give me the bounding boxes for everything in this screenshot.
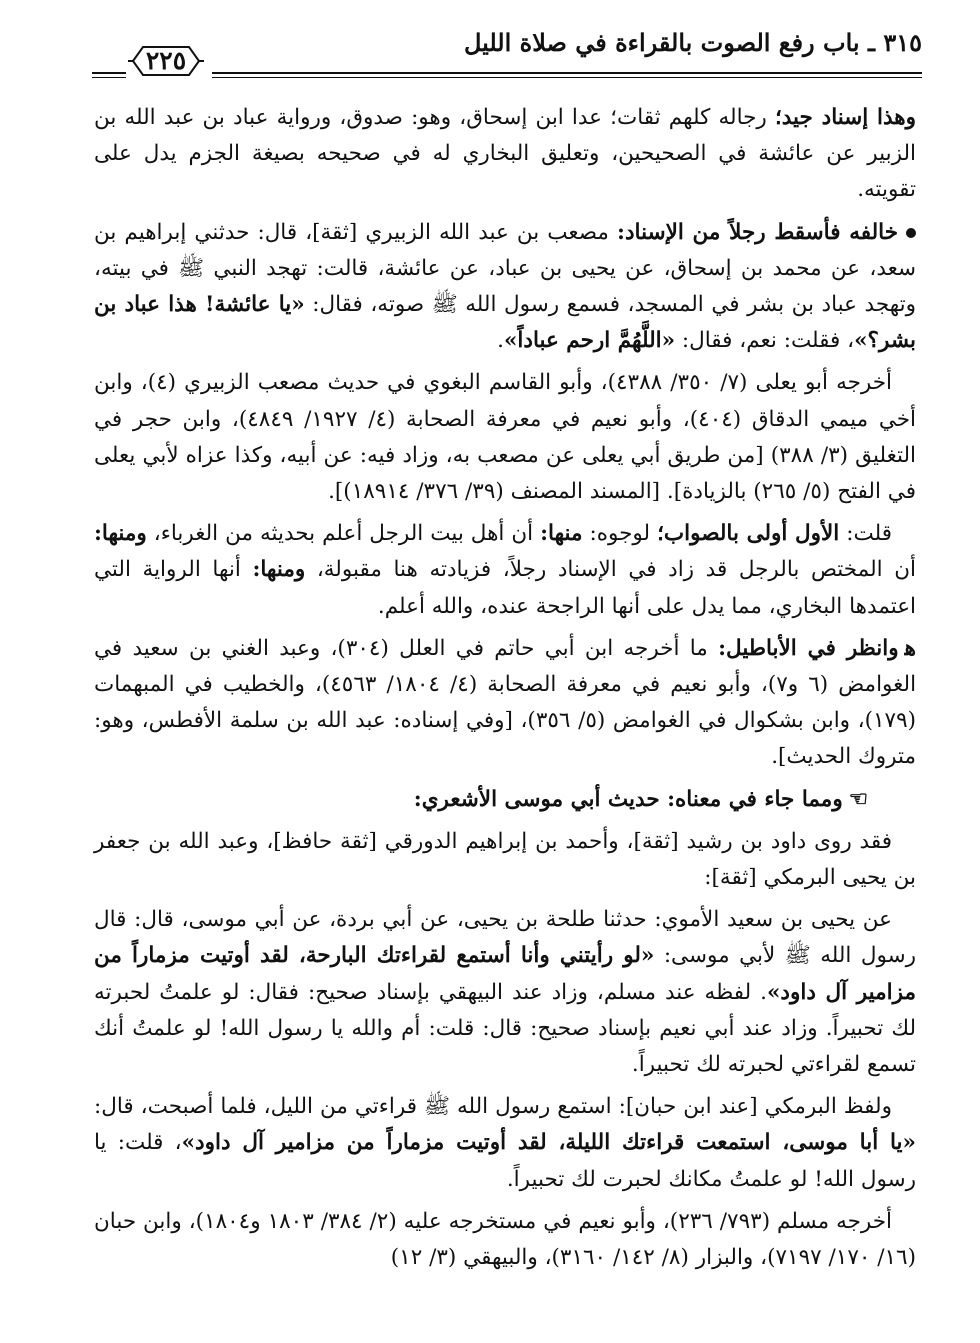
bold-phrase: خالفه فأسقط رجلاً من الإسناد:: [617, 219, 899, 245]
paragraph-takhrij: أخرجه أبو يعلى (٧/ ٣٥٠/ ٤٣٨٨)، وأبو القاسم البغوي في حديث مصعب الزبيري (٤)، وابن أخي ميمي الدقاق (٤٠٤)، وأبو نعيم في معرفة الصحابة (٤/ ١٩٢٧/ ٤٨٤٩)، وابن حجر في التغليق (٣/ ٣٨٨) [من طريق أبي يعلى عن مصعب به، وزاد فيه: عن أبيه، وكذا عزاه لأبي يعلى في الفتح (٥/ ٢٦٥) بالزيادة]. [المسند المصنف (٣٩/ ٣٧٦/ ١٨٩١٤)].: [94, 370, 917, 505]
paragraph-text: ، فقلت: نعم، فقال:: [675, 328, 855, 354]
bold-phrase: ومنها:: [94, 521, 147, 547]
paragraph-text: ، قلت: يا رسول الله! لو علمتُ مكانك لحبرت لك تحبيراً.: [94, 1130, 916, 1192]
bold-phrase: ومنها:: [252, 557, 306, 583]
header-rule-left-thin: [92, 77, 126, 78]
hadith-quote: «يا أبا موسى، استمعت قراءتك الليلة، لقد أوتيت مزماراً من مزامير آل داود»: [181, 1130, 916, 1156]
paragraph-narrators: فقد روى داود بن رشيد [ثقة]، وأحمد بن إبراهيم الدورقي [ثقة حافظ]، وعبد الله بن جعفر بن يحيى البرمكي [ثقة]:: [94, 828, 916, 891]
paragraph-text: أنها الرواية التي اعتمدها البخاري، مما يدل على أنها الراجحة عنده، والله أعلم.: [94, 557, 916, 619]
paragraph-sources: أخرجه مسلم (٧٩٣/ ٢٣٦)، وأبو نعيم في مستخرجه عليه (٢/ ٣٨٤/ ١٨٠٣ و١٨٠٤)، وابن حبان (١٦/ ١٧٠/ ٧١٩٧)، والبزار (٨/ ١٤٢/ ٣١٦٠)، والبيهقي (٣/ ١٢): [94, 1208, 916, 1271]
paragraph-text: لوجوه:: [582, 521, 658, 547]
paragraph-hadith-text: [94, 902, 916, 1083]
pointing-hand-icon: ☜: [848, 786, 868, 812]
section-heading-abu-musa: [94, 782, 916, 818]
running-title: ٣١٥ ـ باب رفع الصوت بالقراءة في صلاة الليل: [463, 28, 922, 57]
paragraph-text: .: [497, 328, 504, 354]
paragraph-isnad-assessment: [94, 100, 916, 209]
header-rule-right-thin: [212, 77, 922, 78]
paragraph-barmaki-wording: [94, 1089, 916, 1198]
paragraph-text: مصعب بن عبد الله الزبيري [ثقة]، قال: حدثني إبراهيم بن سعد، عن محمد بن إسحاق، عن يحيى بن عباد، عن عائشة، قالت: تهجد النبي ﷺ في بيته، وتهجد عباد بن بشر في المسجد، فسمع رسول الله ﷺ صوته، فقال:: [94, 219, 916, 318]
header-rule-right: [212, 72, 922, 74]
paragraph-text: أن المختص بالرجل قد زاد في الإسناد رجلاً، فزيادته هنا مقبولة،: [305, 557, 916, 583]
paragraph-text: . لفظه عند مسلم، وزاد عند البيهقي بإسناد صحيح: فقال: لو علمتُ لحبرته لك تحبيراً. وزاد عند أبي نعيم بإسناد صحيح: قال: قلت: أم والله يا رسول الله! لو علمتُ أنك تسمع لقراءتي لحبرته لك تحبيراً.: [94, 979, 916, 1078]
hadith-quote: «يا عائشة! هذا عباد بن بشر؟»: [94, 292, 916, 354]
page-number-frame: [127, 42, 205, 80]
paragraph-variant-chain: [94, 215, 916, 360]
paragraph-text: قلت:: [839, 521, 893, 547]
hadith-quote: «لو رأيتني وأنا أستمع لقراءتك البارحة، لقد أوتيت مزماراً من مزامير آل داود»: [94, 943, 916, 1005]
bold-phrase: ومما جاء في معناه: حديث أبي موسى الأشعري:: [413, 786, 843, 812]
paragraph-text: ما أخرجه ابن أبي حاتم في العلل (٣٠٤)، وعبد الغني بن سعيد في الغوامض (٦ و٧)، وأبو نعيم في معرفة الصحابة (٤/ ١٨٠٤/ ٤٥٦٣)، والخطيب في المبهمات (١٧٩)، وابن بشكوال في الغوامض (٥/ ٣٥٦)، [وفي إسناده: عبد الله بن سلمة الأفطس، وهو: متروك الحديث].: [94, 635, 917, 770]
bullet-icon: [906, 228, 916, 238]
page-number: ٢٢٥: [145, 46, 187, 75]
paragraph-text: رجاله كلهم ثقات؛ عدا ابن إسحاق، وهو: صدوق، ورواية عباد بن عبد الله بن الزبير عن عائشة في الصحيحين، وتعليق البخاري له في صحيحه بصيغة الجزم يدل على تقويته.: [94, 105, 916, 203]
header-rule-left: [92, 72, 126, 74]
bold-phrase: منها:: [540, 521, 583, 547]
paragraph-text: أن أهل بيت الرجل أعلم بحديثه من الغرباء،: [146, 521, 541, 547]
paragraph-abatil: [94, 631, 916, 776]
page-header: [92, 28, 922, 86]
hadith-quote: «اللَّهُمَّ ارحم عباداً»: [503, 328, 676, 354]
bold-phrase: وهذا إسناد جيد؛: [774, 105, 916, 130]
bold-phrase: الأول أولى بالصواب؛: [657, 521, 840, 547]
paragraph-text: ولفظ البرمكي [عند ابن حبان]: استمع رسول الله ﷺ قراءتي من الليل، فلما أصبحت، قال:: [94, 1094, 892, 1120]
bold-phrase: وانظر في الأباطيل:: [718, 635, 899, 661]
paragraph-conclusion: [94, 516, 916, 625]
paragraph-text: عن يحيى بن سعيد الأموي: حدثنا طلحة بن يحيى، عن أبي بردة، عن أبي موسى، قال: قال رسول الله ﷺ لأبي موسى:: [94, 907, 916, 969]
page-body: [94, 100, 916, 1282]
section-marker-icon: ﻫ: [904, 635, 916, 661]
